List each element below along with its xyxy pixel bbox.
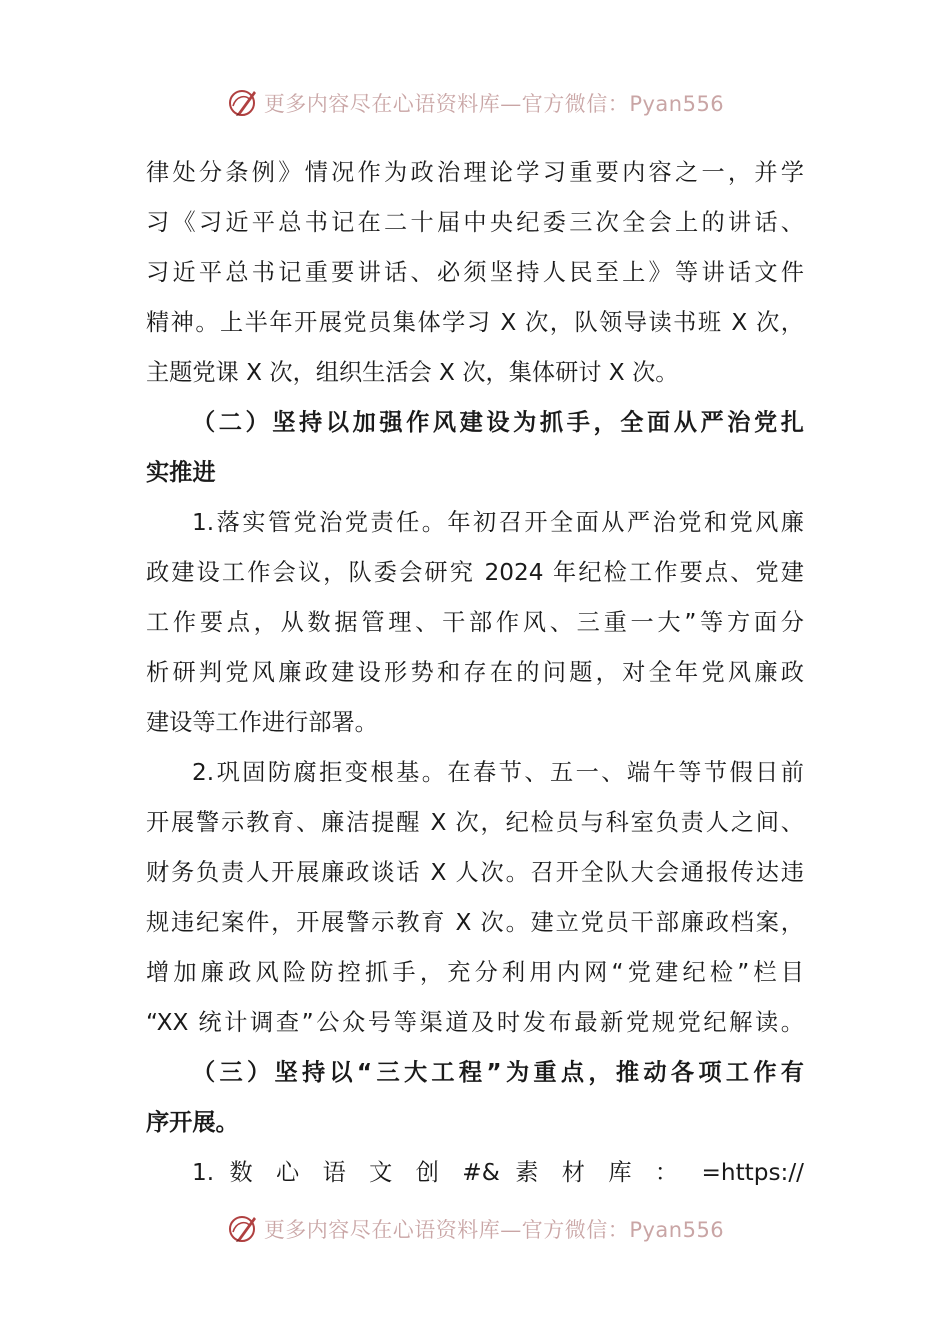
pen-logo-icon <box>226 86 260 120</box>
body-line: 1. 数 心 语 文 创 #& 素 材 库 ： =https:// <box>192 1159 804 1186</box>
section-heading: （三）坚持以“三大工程”为重点，推动各项工作有 <box>192 1059 804 1086</box>
body-line: 2.巩固防腐拒变根基。在春节、五一、端午等节假日前 <box>192 759 804 786</box>
wechat-id: Pyan556 <box>629 92 725 116</box>
body-line: 析研判党风廉政建设形势和存在的问题，对全年党风廉政 <box>146 659 804 686</box>
body-line: 习近平总书记重要讲话、必须坚持人民至上》等讲话文件 <box>146 259 804 286</box>
body-line: 建设等工作进行部署。 <box>146 709 378 736</box>
section-heading: 实推进 <box>146 459 216 486</box>
section-heading: （二）坚持以加强作风建设为抓手，全面从严治党扎 <box>192 409 804 436</box>
pen-logo-icon <box>226 1212 260 1246</box>
body-line: 1.落实管党治党责任。年初召开全面从严治党和党风廉 <box>192 509 804 536</box>
body-line: 习《习近平总书记在二十届中央纪委三次全会上的讲话、 <box>146 209 804 236</box>
body-line: 律处分条例》情况作为政治理论学习重要内容之一，并学 <box>146 159 804 186</box>
watermark-text: 更多内容尽在心语资料库—官方微信：Pyan556 <box>263 92 725 116</box>
body-line: 政建设工作会议，队委会研究 2024 年纪检工作要点、党建 <box>146 559 804 586</box>
header-watermark-banner <box>0 85 950 121</box>
document-body <box>146 148 804 1198</box>
section-heading: 序开展。 <box>146 1109 239 1136</box>
body-line: 精神。上半年开展党员集体学习 X 次，队领导读书班 X 次， <box>146 309 804 336</box>
wechat-id: Pyan556 <box>629 1218 725 1242</box>
body-line: “XX 统计调查”公众号等渠道及时发布最新党规党纪解读。 <box>146 1009 804 1036</box>
body-line: 财务负责人开展廉政谈话 X 人次。召开全队大会通报传达违 <box>146 859 804 886</box>
body-line: 开展警示教育、廉洁提醒 X 次，纪检员与科室负责人之间、 <box>146 809 804 836</box>
body-line: 增加廉政风险防控抓手，充分利用内网“党建纪检”栏目 <box>146 959 804 986</box>
body-line: 规违纪案件，开展警示教育 X 次。建立党员干部廉政档案， <box>146 909 804 936</box>
body-line: 工作要点，从数据管理、干部作风、三重一大”等方面分 <box>146 609 804 636</box>
watermark-text: 更多内容尽在心语资料库—官方微信：Pyan556 <box>263 1218 725 1242</box>
footer-watermark-banner <box>0 1211 950 1247</box>
body-line: 主题党课 X 次，组织生活会 X 次，集体研讨 X 次。 <box>146 359 679 386</box>
